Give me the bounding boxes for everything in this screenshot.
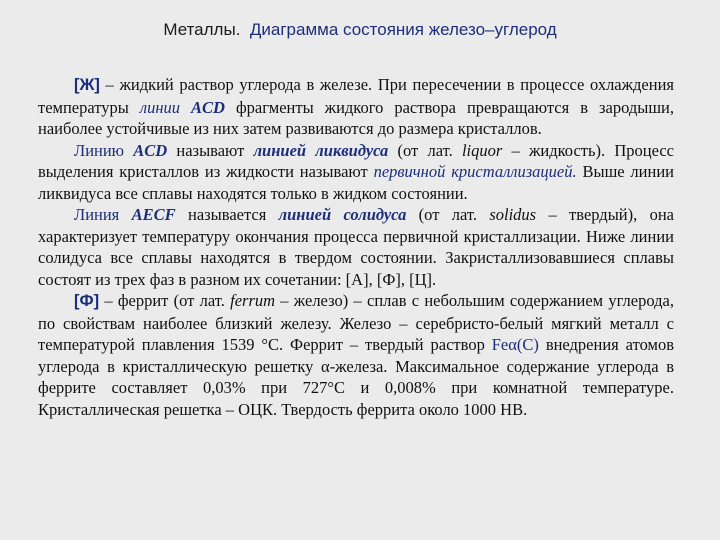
text: – феррит (от лат.	[99, 291, 231, 310]
text: – железо) – сплав с небольшим содержанием углерода, по свойствам наиболее близкий железу. Железо – серебристо-белый мягкий металл с температурой плавления 1539 °С. Феррит – твердый раствор	[38, 291, 674, 354]
line-name: ACD	[133, 140, 168, 160]
text: (от лат.	[388, 140, 462, 160]
title-main: Металлы.	[163, 20, 241, 39]
text: называется	[175, 205, 279, 224]
latin-word: ferrum	[230, 291, 276, 310]
paragraph-liquid	[38, 74, 674, 140]
text: Выше линии ликвидуса все сплавы находятся только в жидком состоянии.	[38, 162, 674, 203]
text: фрагменты жидкого раствора превращаются в зародыши, наиболее устойчивые из них затем развиваются до размера кристаллов.	[38, 97, 674, 138]
line-word: линии	[139, 97, 192, 117]
term-ferrite: [Ф]	[74, 292, 100, 310]
text: (от лат.	[406, 205, 490, 224]
body-text	[38, 74, 674, 420]
formula-fe-alpha: Feα(С)	[491, 335, 539, 354]
line-name: AECF	[131, 205, 176, 224]
latin-word: solidus	[489, 205, 537, 224]
line-name: ACD	[191, 97, 225, 117]
term-primary-crystallization: первичной кристаллизацией.	[373, 162, 577, 181]
text: – жидкость). Процесс выделения кристаллов из жидкости называют	[38, 140, 674, 181]
text: – жидкий раствор углерода в железе. При пересечении в процессе охлаждения температуры	[38, 75, 674, 117]
paragraph-ferrite	[38, 290, 674, 420]
line-word: Линия	[74, 205, 132, 224]
text: называют	[167, 140, 254, 160]
slide-title	[0, 20, 720, 40]
title-subtitle: Диаграмма состояния железо–углерод	[249, 20, 557, 39]
text: – твердый), она характеризует температуру окончания процесса первичной кристаллизации. Ниже линии солидуса все сплавы находятся в твердом состоянии. Закристаллизовавшиеся сплавы состоят из трех фаз в разном их сочетании: [А], [Ф], [Ц].	[38, 205, 674, 289]
line-word: Линию	[74, 140, 134, 160]
term-solidus: линией солидуса	[278, 205, 407, 224]
text: внедрения атомов углерода в кристаллическую решетку α-железа. Максимальное содержание углерода в феррите составляет 0,03% при 727°С и 0,008% при комнатной температуре. Кристаллическая решетка – ОЦК. Твердость феррита около 1000 НВ.	[38, 335, 674, 419]
latin-word: liquor	[461, 140, 503, 160]
term-liquidus: линией ликвидуса	[253, 140, 389, 160]
paragraph-liquidus	[38, 140, 674, 205]
term-liquid: [Ж]	[74, 76, 100, 94]
paragraph-solidus	[38, 204, 674, 290]
